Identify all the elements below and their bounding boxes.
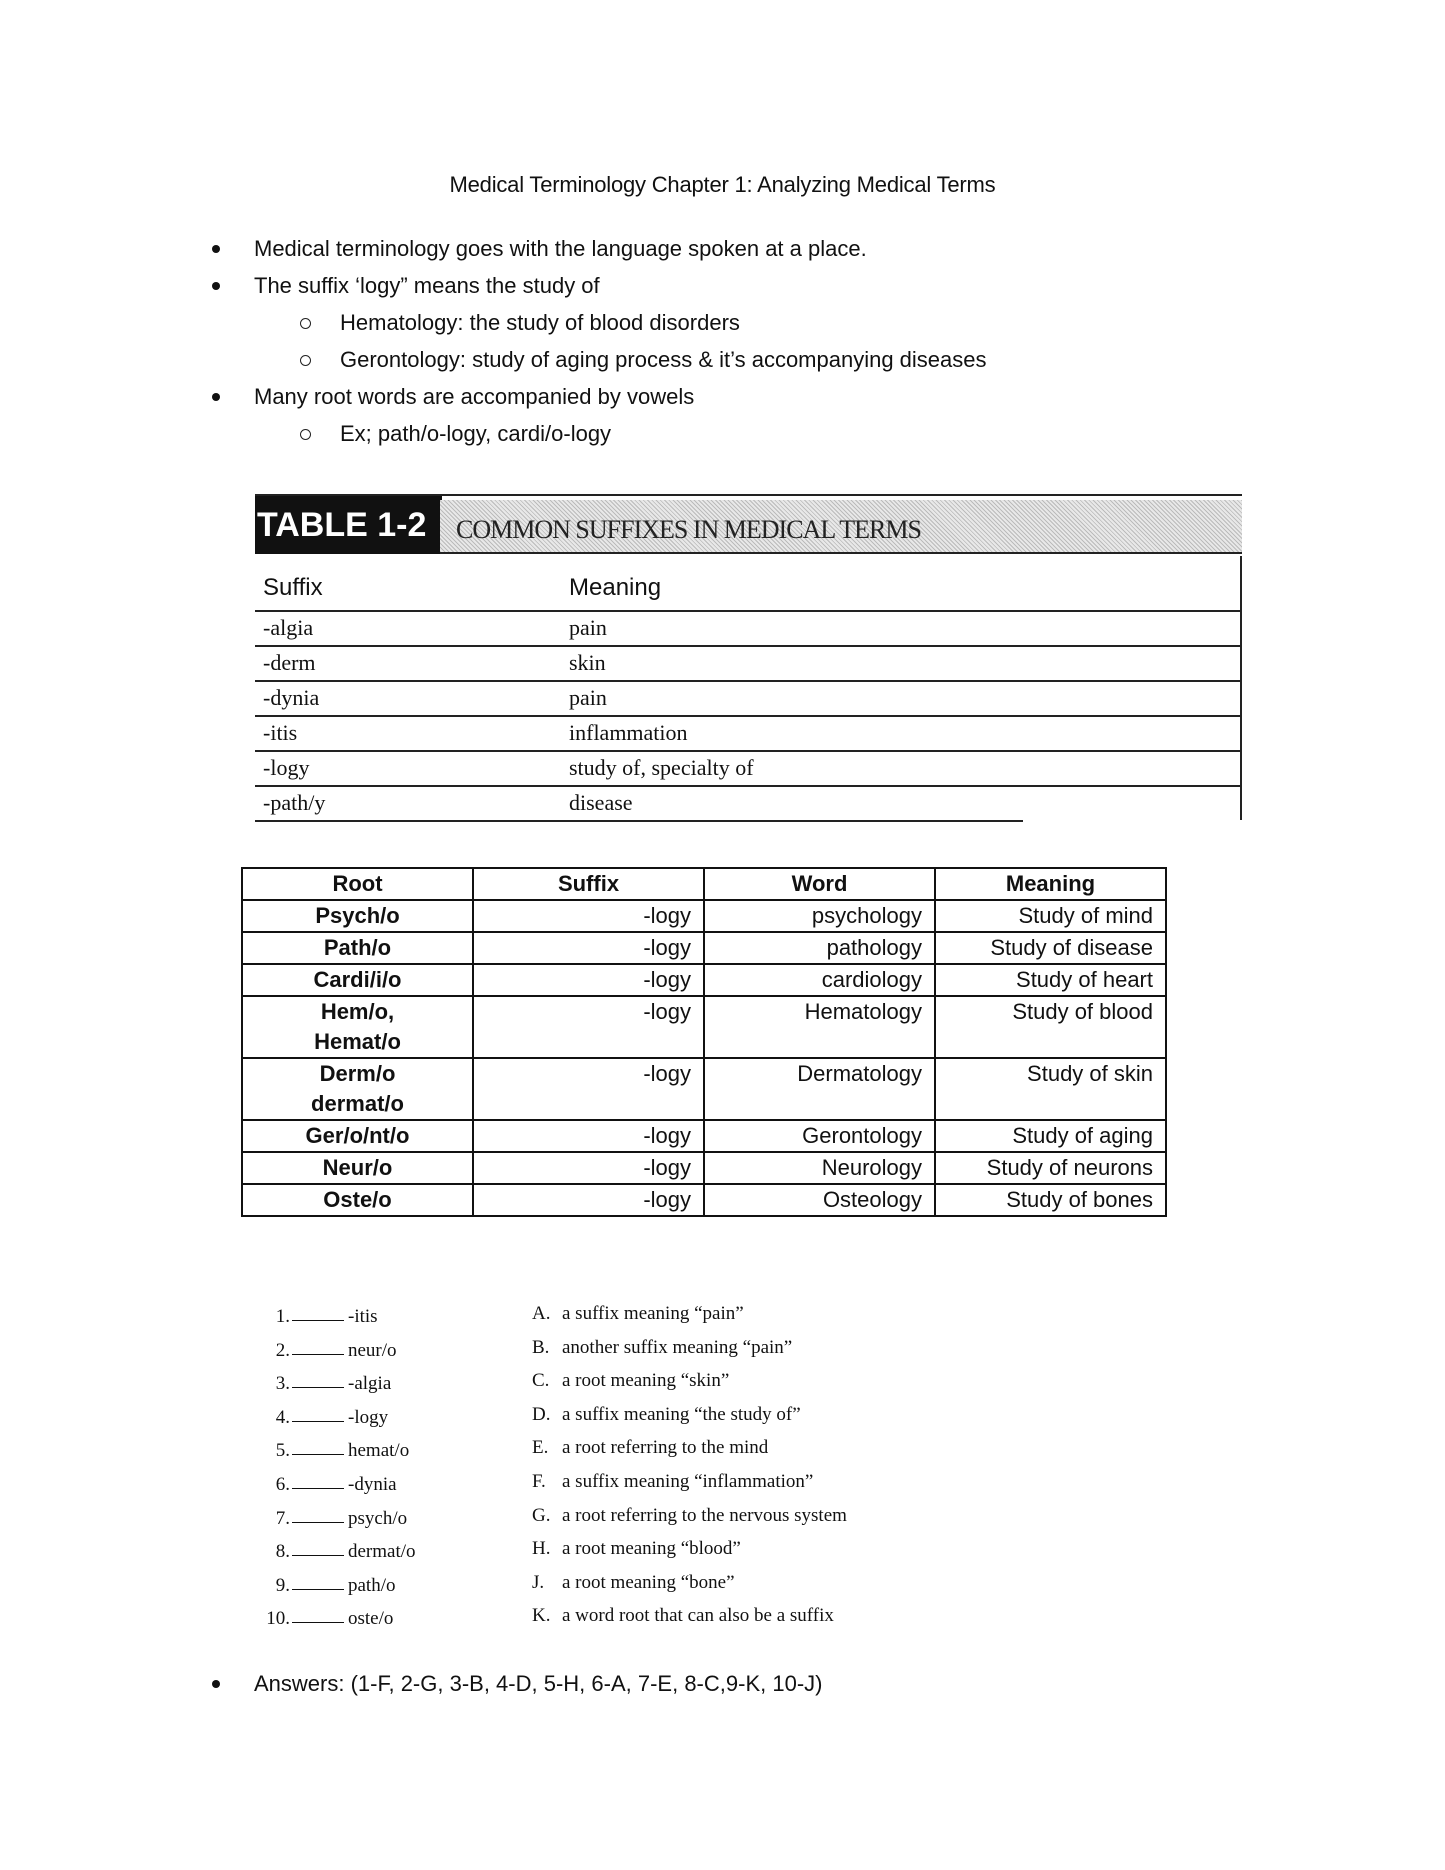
option [532,1437,768,1459]
option-letter: A. [532,1303,551,1324]
word-cell: Hematology [704,996,935,1058]
option-text: a suffix meaning “pain” [562,1303,744,1324]
option-text: a root meaning “skin” [562,1370,730,1392]
answer-blank[interactable] [292,1421,344,1422]
root-cell [242,996,473,1058]
term-text: -logy [348,1406,389,1428]
suffix-cell: -logy [263,755,310,780]
option [532,1572,735,1594]
table-caption: COMMON SUFFIXES IN MEDICAL TERMS [440,500,1242,554]
option-letter: F. [532,1470,546,1492]
root-line: Hem/o, [320,999,395,1024]
table-row [242,1152,1166,1184]
option-text: a root referring to the mind [562,1437,769,1459]
term-text: -algia [348,1373,392,1395]
answer-key [208,1665,1208,1702]
bullet-dot-icon [212,245,220,253]
table-body [255,556,1242,820]
meaning-cell: Study of mind [935,900,1166,932]
suffix-cell: -logy [473,964,704,996]
column-header-root: Root [242,868,473,900]
option-text: a root referring to the nervous system [562,1504,847,1526]
table-header-bar [255,494,1242,556]
bullet-text: Many root words are accompanied by vowels [254,384,695,409]
suffix-cell: -derm [263,650,316,675]
column-header-suffix: Suffix [263,574,323,601]
answer-blank[interactable] [292,1555,344,1556]
item-number: 5. [275,1440,290,1462]
option [532,1505,847,1527]
table-row [255,787,1240,820]
root-cell: Neur/o [242,1152,473,1184]
option-text: a root meaning “blood” [562,1538,741,1560]
option-letter: K. [532,1605,551,1627]
suffix-cell: -path/y [263,790,326,815]
answer-blank[interactable] [292,1454,344,1455]
suffix-cell: -itis [263,720,298,745]
option [532,1337,792,1359]
option-text: another suffix meaning “pain” [562,1336,793,1358]
suffix-cell: -dynia [263,685,320,710]
item-number: 6. [275,1473,290,1495]
table-row [255,647,1240,682]
option-text: a suffix meaning “the study of” [562,1403,801,1425]
root-line: dermat/o [311,1091,404,1116]
column-header-suffix: Suffix [473,868,704,900]
option [532,1538,741,1560]
meaning-cell: skin [569,650,606,675]
table-row [242,996,1166,1058]
term-text: hemat/o [348,1440,410,1462]
option-text: a suffix meaning “inflammation” [562,1470,814,1492]
bullet-item [208,378,1208,415]
answer-blank[interactable] [292,1488,344,1489]
bullet-item [208,230,1208,267]
option-text: a word root that can also be a suffix [562,1605,834,1627]
suffix-cell: -logy [473,1152,704,1184]
meaning-cell: Study of neurons [935,1152,1166,1184]
word-cell: Gerontology [704,1120,935,1152]
option [532,1303,744,1325]
table-label: TABLE 1-2 [255,496,442,554]
table-row [242,964,1166,996]
bullet-circle-icon [300,429,311,440]
word-cell: Neurology [704,1152,935,1184]
option [532,1370,729,1392]
suffix-cell: -logy [473,900,704,932]
suffix-cell: -logy [473,1058,704,1120]
meaning-cell: pain [569,685,607,710]
table-row [255,682,1240,717]
bullet-text: Hematology: the study of blood disorders [340,310,740,335]
bullet-text: Gerontology: study of aging process & it’s accompanying diseases [340,347,987,372]
meaning-cell: disease [569,790,633,815]
meaning-cell: inflammation [569,720,688,745]
option-letter: C. [532,1370,550,1392]
root-line: Hemat/o [314,1029,401,1054]
root-cell: Cardi/i/o [242,964,473,996]
item-number: 9. [275,1574,290,1596]
item-number: 7. [275,1507,290,1529]
option [532,1605,834,1627]
word-cell: cardiology [704,964,935,996]
notes-bullet-list [208,230,1208,452]
word-cell: Osteology [704,1184,935,1216]
table-row [242,932,1166,964]
bullet-text: The suffix ‘logy” means the study of [254,273,600,298]
suffix-cell: -logy [473,1120,704,1152]
option [532,1404,801,1426]
table-row [242,1058,1166,1120]
meaning-cell: Study of aging [935,1120,1166,1152]
meaning-cell: pain [569,615,607,640]
meaning-cell: Study of blood [935,996,1166,1058]
term-text: path/o [348,1574,396,1596]
root-cell: Path/o [242,932,473,964]
item-number: 3. [275,1373,290,1395]
option-letter: H. [532,1538,551,1560]
table-row [255,612,1240,647]
option-text: a root meaning “bone” [562,1571,735,1593]
column-header-word: Word [704,868,935,900]
bullet-dot-icon [212,393,220,401]
item-number: 10. [266,1608,290,1630]
root-cell: Oste/o [242,1184,473,1216]
meaning-cell: Study of heart [935,964,1166,996]
root-cell [242,1058,473,1120]
answer-key-text: Answers: (1-F, 2-G, 3-B, 4-D, 5-H, 6-A, 7-E, 8-C,9-K, 10-J) [254,1671,823,1696]
bullet-text: Ex; path/o-logy, cardi/o-logy [340,421,612,446]
bullet-dot-icon [212,282,220,290]
word-cell: psychology [704,900,935,932]
page-title: Medical Terminology Chapter 1: Analyzing Medical Terms [449,172,996,197]
option-letter: J. [532,1571,545,1593]
term-text: neur/o [348,1339,397,1361]
term-text: psych/o [348,1507,408,1529]
term-text: -dynia [348,1473,397,1495]
table-bottom-rule [255,820,1023,822]
root-cell: Ger/o/nt/o [242,1120,473,1152]
option-letter: B. [532,1336,550,1358]
table-row [242,900,1166,932]
column-header-meaning: Meaning [935,868,1166,900]
table-row [255,717,1240,752]
answer-blank[interactable] [292,1354,344,1355]
term-text: oste/o [348,1608,394,1630]
suffix-table-1-2 [255,494,1242,820]
sub-bullet-item [208,415,1208,452]
term-text: -itis [348,1306,378,1327]
item-number: 4. [275,1406,290,1428]
column-header-meaning: Meaning [569,574,662,601]
suffix-cell: -logy [473,996,704,1058]
word-cell: Dermatology [704,1058,935,1120]
sub-bullet-item [208,341,1208,378]
option-letter: G. [532,1504,551,1526]
suffix-cell: -algia [263,615,314,640]
bullet-text: Medical terminology goes with the language spoken at a place. [254,236,867,261]
table-column-headers [255,556,1240,612]
answer-blank[interactable] [292,1589,344,1590]
table-row [242,1120,1166,1152]
term-text: dermat/o [348,1541,416,1563]
item-number: 1. [275,1306,290,1327]
table-row [242,1184,1166,1216]
sub-bullet-item [208,304,1208,341]
meaning-cell: Study of bones [935,1184,1166,1216]
table-header-row [242,868,1166,900]
bullet-circle-icon [300,318,311,329]
suffix-cell: -logy [473,1184,704,1216]
table-row [255,752,1240,787]
meaning-cell: Study of disease [935,932,1166,964]
root-line: Derm/o [319,1061,396,1086]
option-letter: D. [532,1403,551,1425]
answer-blank[interactable] [292,1622,344,1623]
item-number: 8. [275,1541,290,1563]
answer-blank[interactable] [292,1522,344,1523]
root-cell: Psych/o [242,900,473,932]
meaning-cell: study of, specialty of [569,755,754,780]
bullet-item [208,267,1208,304]
option-letter: E. [532,1437,549,1459]
answer-blank[interactable] [292,1387,344,1388]
root-suffix-table [241,867,1167,1217]
bullet-circle-icon [300,355,311,366]
answer-blank[interactable] [292,1320,344,1321]
bullet-dot-icon [212,1680,220,1688]
suffix-cell: -logy [473,932,704,964]
item-number: 2. [275,1339,290,1361]
option [532,1471,813,1493]
meaning-cell: Study of skin [935,1058,1166,1120]
word-cell: pathology [704,932,935,964]
